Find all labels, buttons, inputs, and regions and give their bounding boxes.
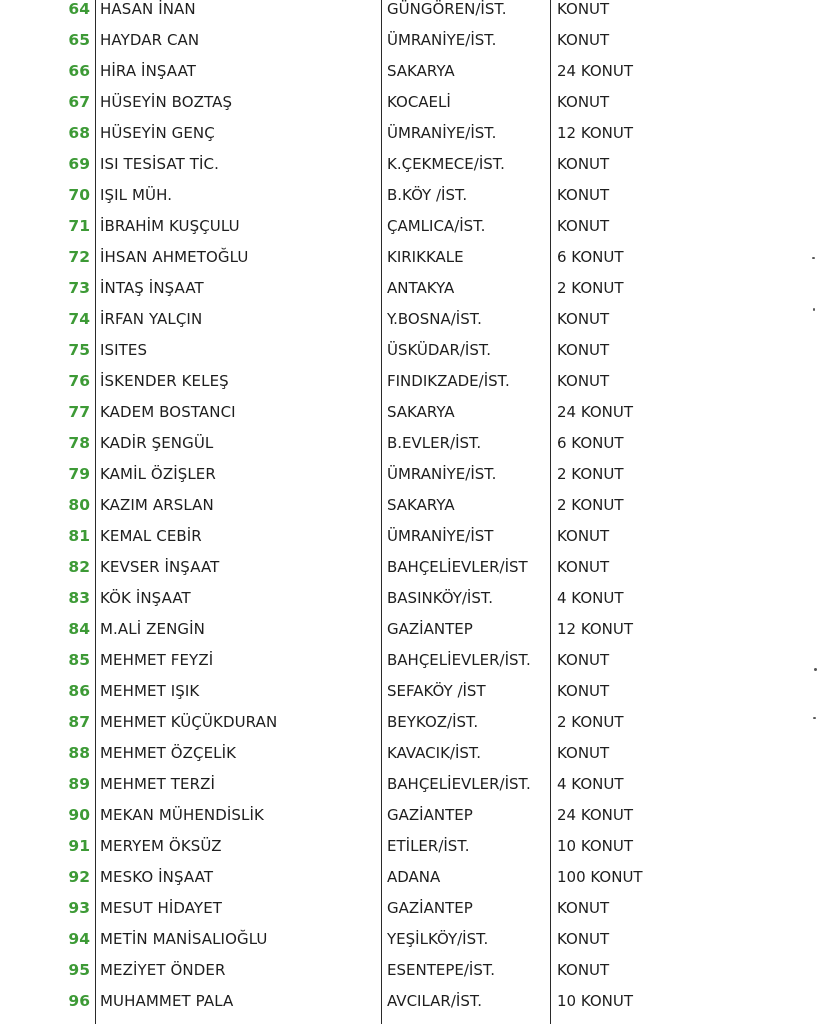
table-row (0, 491, 826, 522)
unit-count: 10 KONUT (557, 992, 634, 1010)
location: BASINKÖY/İST. (387, 589, 494, 607)
location: ESENTEPE/İST. (387, 961, 496, 979)
location: FINDIKZADE/İST. (387, 372, 510, 390)
location: ÜMRANİYE/İST. (387, 465, 497, 483)
row-number: 86 (68, 682, 90, 700)
unit-count: 2 KONUT (557, 279, 624, 297)
unit-count: 10 KONUT (557, 837, 634, 855)
company-name: MERYEM ÖKSÜZ (100, 837, 222, 855)
unit-count: KONUT (557, 682, 610, 700)
scan-speck (814, 668, 817, 671)
row-number: 65 (68, 31, 90, 49)
location: B.KÖY /İST. (387, 186, 468, 204)
row-number: 88 (68, 744, 90, 762)
unit-count: KONUT (557, 744, 610, 762)
company-name: KEVSER İNŞAAT (100, 558, 220, 576)
unit-count: KONUT (557, 372, 610, 390)
row-number: 96 (68, 992, 90, 1010)
company-name: HAYDAR CAN (100, 31, 200, 49)
location: ETİLER/İST. (387, 837, 470, 855)
location: SEFAKÖY /İST (387, 682, 486, 700)
row-number: 84 (68, 620, 90, 638)
location: GAZİANTEP (387, 620, 473, 638)
row-number: 71 (68, 217, 90, 235)
location: Y.BOSNA/İST. (387, 310, 482, 328)
row-number: 66 (68, 62, 90, 80)
company-name: MEHMET ÖZÇELİK (100, 744, 237, 762)
company-name: HİRA İNŞAAT (100, 62, 197, 80)
location: KIRIKKALE (387, 248, 464, 266)
row-number: 81 (68, 527, 90, 545)
row-number: 68 (68, 124, 90, 142)
table-row (0, 863, 826, 894)
table-row (0, 615, 826, 646)
company-name: İHSAN AHMETOĞLU (100, 248, 249, 266)
row-number: 75 (68, 341, 90, 359)
table-row (0, 429, 826, 460)
location: ÇAMLICA/İST. (387, 217, 486, 235)
location: GAZİANTEP (387, 806, 473, 824)
table-row (0, 553, 826, 584)
table-row (0, 398, 826, 429)
unit-count: 24 KONUT (557, 62, 634, 80)
location: YEŞİLKÖY/İST. (387, 930, 489, 948)
row-number: 95 (68, 961, 90, 979)
table-row (0, 770, 826, 801)
unit-count: 6 KONUT (557, 434, 624, 452)
company-name: KÖK İNŞAAT (100, 589, 191, 607)
row-number: 87 (68, 713, 90, 731)
company-name: ISI TESİSAT TİC. (100, 155, 219, 173)
company-name: KADİR ŞENGÜL (100, 434, 214, 452)
company-name: ISITES (100, 341, 148, 359)
scan-speck (812, 257, 815, 259)
row-number: 78 (68, 434, 90, 452)
company-name: MESUT HİDAYET (100, 899, 223, 917)
unit-count: 6 KONUT (557, 248, 624, 266)
scan-speck (813, 717, 816, 719)
location: ÜMRANİYE/İST (387, 527, 494, 545)
company-name: İNTAŞ İNŞAAT (100, 279, 204, 297)
table-row (0, 57, 826, 88)
company-name: MEZİYET ÖNDER (100, 961, 226, 979)
location: BAHÇELİEVLER/İST. (387, 775, 531, 793)
table-row (0, 925, 826, 956)
row-number: 72 (68, 248, 90, 266)
row-number: 79 (68, 465, 90, 483)
unit-count: KONUT (557, 93, 610, 111)
location: GAZİANTEP (387, 899, 473, 917)
table-row (0, 801, 826, 832)
unit-count: 4 KONUT (557, 589, 624, 607)
unit-count: 2 KONUT (557, 496, 624, 514)
table-row (0, 181, 826, 212)
scan-speck (813, 308, 815, 311)
row-number: 73 (68, 279, 90, 297)
row-number: 64 (68, 0, 90, 18)
row-number: 91 (68, 837, 90, 855)
company-name: MEHMET IŞIK (100, 682, 200, 700)
row-number: 83 (68, 589, 90, 607)
table-row (0, 460, 826, 491)
table-row (0, 274, 826, 305)
table-row (0, 305, 826, 336)
location: ANTAKYA (387, 279, 455, 297)
unit-count: KONUT (557, 558, 610, 576)
location: GÜNGÖREN/İST. (387, 0, 507, 18)
table-row (0, 243, 826, 274)
location: ÜMRANİYE/İST. (387, 31, 497, 49)
row-number: 74 (68, 310, 90, 328)
table-row (0, 646, 826, 677)
unit-count: KONUT (557, 341, 610, 359)
table-row (0, 150, 826, 181)
table-row (0, 832, 826, 863)
row-number: 89 (68, 775, 90, 793)
location: SAKARYA (387, 62, 455, 80)
location: BAHÇELİEVLER/İST (387, 558, 528, 576)
unit-count: KONUT (557, 961, 610, 979)
location: SAKARYA (387, 403, 455, 421)
unit-count: KONUT (557, 0, 610, 18)
row-number: 70 (68, 186, 90, 204)
unit-count: 12 KONUT (557, 124, 634, 142)
company-name: IŞIL MÜH. (100, 186, 173, 204)
company-name: İRFAN YALÇIN (100, 310, 203, 328)
location: ÜMRANİYE/İST. (387, 124, 497, 142)
table-row (0, 0, 826, 26)
unit-count: KONUT (557, 31, 610, 49)
unit-count: KONUT (557, 527, 610, 545)
company-name: MEHMET FEYZİ (100, 651, 214, 669)
unit-count: 24 KONUT (557, 403, 634, 421)
table-row (0, 88, 826, 119)
table-row (0, 739, 826, 770)
unit-count: 4 KONUT (557, 775, 624, 793)
unit-count: KONUT (557, 899, 610, 917)
table-row (0, 522, 826, 553)
company-name: MEHMET TERZİ (100, 775, 216, 793)
company-name: HÜSEYİN GENÇ (100, 124, 215, 142)
row-number: 94 (68, 930, 90, 948)
location: SAKARYA (387, 496, 455, 514)
location: ÜSKÜDAR/İST. (387, 341, 492, 359)
row-number: 76 (68, 372, 90, 390)
table-row (0, 894, 826, 925)
company-name: METİN MANİSALIOĞLU (100, 930, 268, 948)
unit-count: KONUT (557, 217, 610, 235)
table-row (0, 987, 826, 1018)
company-name: HÜSEYİN BOZTAŞ (100, 93, 233, 111)
company-name: HASAN İNAN (100, 0, 196, 18)
location: BAHÇELİEVLER/İST. (387, 651, 531, 669)
company-name: MEHMET KÜÇÜKDURAN (100, 713, 278, 731)
table-row (0, 26, 826, 57)
unit-count: KONUT (557, 186, 610, 204)
table-row (0, 119, 826, 150)
location: K.ÇEKMECE/İST. (387, 155, 505, 173)
company-name: KADEM BOSTANCI (100, 403, 236, 421)
table-row (0, 956, 826, 987)
company-name: M.ALİ ZENGİN (100, 620, 205, 638)
company-name: MUHAMMET PALA (100, 992, 234, 1010)
row-number: 77 (68, 403, 90, 421)
table-row (0, 367, 826, 398)
unit-count: 2 KONUT (557, 713, 624, 731)
location: BEYKOZ/İST. (387, 713, 479, 731)
unit-count: KONUT (557, 930, 610, 948)
location: ADANA (387, 868, 441, 886)
location: B.EVLER/İST. (387, 434, 482, 452)
company-name: KAMİL ÖZİŞLER (100, 465, 216, 483)
unit-count: 12 KONUT (557, 620, 634, 638)
row-number: 82 (68, 558, 90, 576)
company-name: İBRAHİM KUŞÇULU (100, 217, 240, 235)
row-number: 90 (68, 806, 90, 824)
row-number: 67 (68, 93, 90, 111)
location: AVCILAR/İST. (387, 992, 482, 1010)
table-row (0, 584, 826, 615)
unit-count: KONUT (557, 651, 610, 669)
unit-count: 2 KONUT (557, 465, 624, 483)
location: KAVACIK/İST. (387, 744, 482, 762)
row-number: 69 (68, 155, 90, 173)
company-name: İSKENDER KELEŞ (100, 372, 229, 390)
company-name: MEKAN MÜHENDİSLİK (100, 806, 264, 824)
row-number: 93 (68, 899, 90, 917)
unit-count: 100 KONUT (557, 868, 643, 886)
row-number: 92 (68, 868, 90, 886)
location: KOCAELİ (387, 93, 451, 111)
unit-count: KONUT (557, 155, 610, 173)
row-number: 80 (68, 496, 90, 514)
table-row (0, 336, 826, 367)
company-name: KAZIM ARSLAN (100, 496, 214, 514)
table-row (0, 708, 826, 739)
table-row (0, 212, 826, 243)
company-name: KEMAL CEBİR (100, 527, 202, 545)
row-number: 85 (68, 651, 90, 669)
unit-count: 24 KONUT (557, 806, 634, 824)
company-name: MESKO İNŞAAT (100, 868, 214, 886)
table-row (0, 677, 826, 708)
unit-count: KONUT (557, 310, 610, 328)
